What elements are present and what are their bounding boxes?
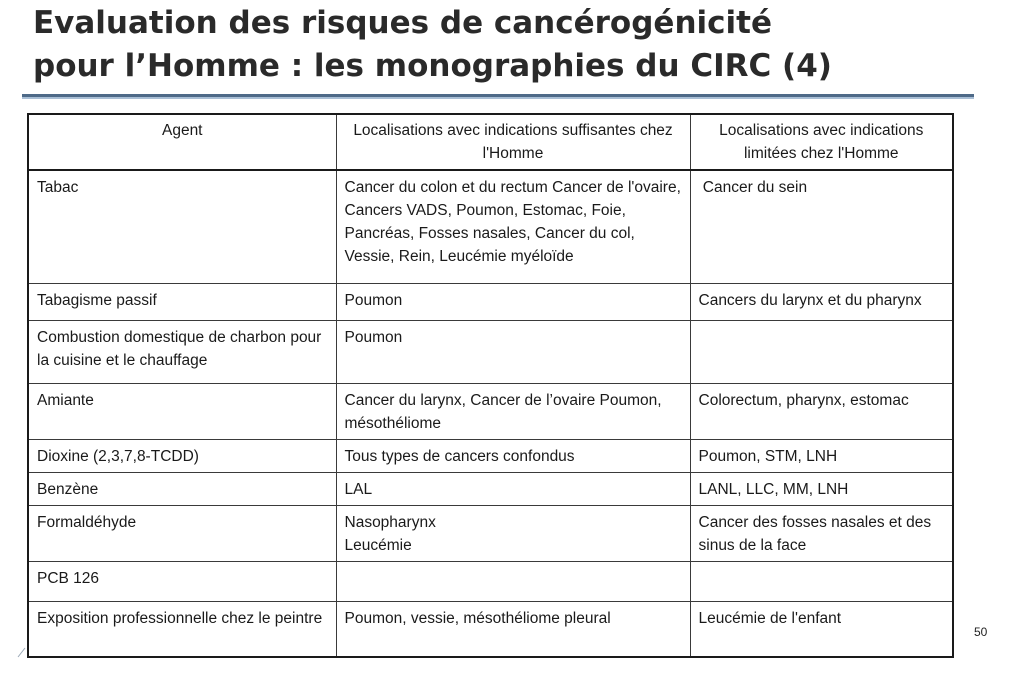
page-number: 50 (974, 625, 988, 639)
header-agent: Agent (28, 114, 336, 170)
table-row (28, 283, 953, 320)
cell-limited: LANL, LLC, MM, LNH (690, 472, 953, 505)
cell-agent: Tabac (28, 170, 336, 283)
table-row (28, 472, 953, 505)
cell-limited: Leucémie de l'enfant (690, 601, 953, 657)
cell-agent: Formaldéhyde (28, 505, 336, 561)
table-row (28, 383, 953, 439)
cell-agent: Tabagisme passif (28, 283, 336, 320)
slide-title-line-1: Evaluation des risques de cancérogénicité (33, 5, 772, 41)
cell-sufficient: Tous types de cancers confondus (336, 439, 690, 472)
title-underline-highlight (22, 97, 974, 99)
table-row (28, 170, 953, 283)
cell-agent: Benzène (28, 472, 336, 505)
footer-slash-icon (16, 644, 30, 658)
table-row (28, 601, 953, 657)
slide-title (33, 2, 993, 88)
cell-sufficient: Poumon (336, 320, 690, 383)
header-sufficient-evidence: Localisations avec indications suffisantes chez l'Homme (336, 114, 690, 170)
table-row (28, 505, 953, 561)
cell-limited: Cancers du larynx et du pharynx (690, 283, 953, 320)
table-header-row (28, 114, 953, 170)
table-row (28, 561, 953, 601)
cell-sufficient: Poumon, vessie, mésothéliome pleural (336, 601, 690, 657)
header-limited-evidence: Localisations avec indications limitées chez l'Homme (690, 114, 953, 170)
table-row (28, 439, 953, 472)
cell-limited: Poumon, STM, LNH (690, 439, 953, 472)
carcinogenicity-table (27, 113, 954, 658)
cell-limited (690, 320, 953, 383)
cell-sufficient: Nasopharynx Leucémie (336, 505, 690, 561)
cell-agent: Combustion domestique de charbon pour la cuisine et le chauffage (28, 320, 336, 383)
slide-title-line-2: pour l’Homme : les monographies du CIRC (4) (33, 48, 832, 84)
cell-sufficient: Cancer du larynx, Cancer de l’ovaire Poumon, mésothéliome (336, 383, 690, 439)
cell-agent: Exposition professionnelle chez le peintre (28, 601, 336, 657)
cell-agent: Amiante (28, 383, 336, 439)
cell-limited: Cancer du sein (690, 170, 953, 283)
cell-sufficient: Poumon (336, 283, 690, 320)
cell-sufficient: LAL (336, 472, 690, 505)
cell-limited (690, 561, 953, 601)
cell-limited: Colorectum, pharynx, estomac (690, 383, 953, 439)
cell-sufficient (336, 561, 690, 601)
cell-agent: PCB 126 (28, 561, 336, 601)
cell-agent: Dioxine (2,3,7,8-TCDD) (28, 439, 336, 472)
table-row (28, 320, 953, 383)
cell-limited: Cancer des fosses nasales et des sinus de la face (690, 505, 953, 561)
cell-sufficient: Cancer du colon et du rectum Cancer de l'ovaire, Cancers VADS, Poumon, Estomac, Foie, Pancréas, Fosses nasales, Cancer du col, Vessie, Rein, Leucémie myéloïde (336, 170, 690, 283)
